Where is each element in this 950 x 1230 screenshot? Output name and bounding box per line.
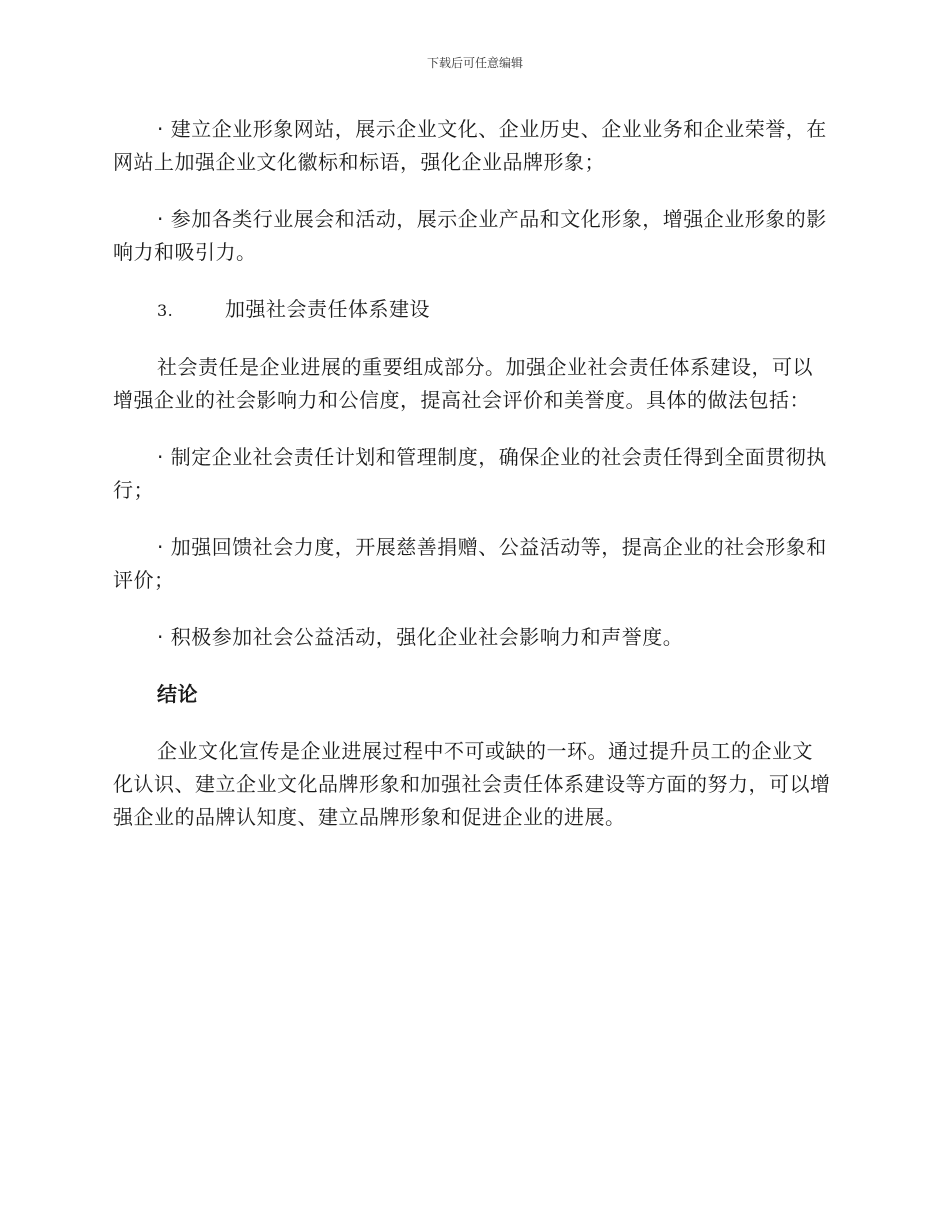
conclusion-heading: 结论 (157, 682, 198, 706)
page-header-note: 下载后可任意编辑 (426, 56, 523, 70)
section-heading (113, 293, 833, 327)
bullet-charity: · 加强回馈社会力度，开展慈善捐赠、公益活动等，提高企业的社会形象和评价； (113, 535, 827, 592)
bullet-public-welfare: · 积极参加社会公益活动，强化企业社会影响力和声誉度。 (157, 625, 684, 649)
bullet-exhibitions: · 参加各类行业展会和活动，展示企业产品和文化形象，增强企业形象的影响力和吸引力。 (113, 207, 827, 264)
document-body (113, 113, 833, 858)
bullet-plan: · 制定企业社会责任计划和管理制度，确保企业的社会责任得到全面贯彻执行； (113, 445, 827, 502)
conclusion-text: 企业文化宣传是企业进展过程中不可或缺的一环。通过提升员工的企业文化认识、建立企业文化品牌形象和加强社会责任体系建设等方面的努力，可以增强企业的品牌认知度、建立品牌形象和促进企业的进展。 (113, 739, 831, 829)
section-intro: 社会责任是企业进展的重要组成部分。加强企业社会责任体系建设，可以增强企业的社会影响力和公信度，提高社会评价和美誉度。具体的做法包括： (113, 355, 813, 412)
bullet-website: · 建立企业形象网站，展示企业文化、企业历史、企业业务和企业荣誉，在网站上加强企业文化徽标和标语，强化企业品牌形象； (113, 117, 827, 174)
section-title: 加强社会责任体系建设 (225, 297, 430, 321)
section-number: 3. (157, 301, 174, 320)
